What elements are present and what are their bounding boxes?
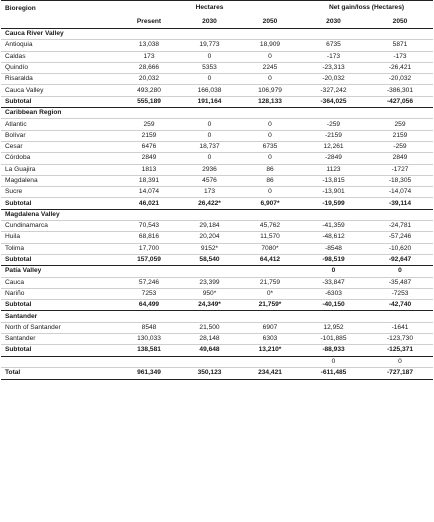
net-2030-cell bbox=[300, 108, 367, 119]
table-row bbox=[1, 232, 433, 243]
net-2030-cell: 6735 bbox=[300, 40, 367, 51]
hectares-2030-cell: 23,399 bbox=[179, 277, 240, 288]
net-2050-cell: 2159 bbox=[367, 130, 433, 141]
subtotal-row bbox=[1, 345, 433, 356]
net-gain-loss-header: Net gain/loss (Hectares) bbox=[300, 1, 433, 16]
hectares-2050-cell: 18,909 bbox=[240, 40, 300, 51]
net-2050-cell: -7253 bbox=[367, 288, 433, 299]
hectares-2030-cell: 5353 bbox=[179, 62, 240, 73]
net-2030-cell: -327,242 bbox=[300, 85, 367, 96]
net-2050-cell: 0 bbox=[367, 356, 433, 367]
hectares-2030-cell: 28,148 bbox=[179, 334, 240, 345]
present-cell bbox=[119, 209, 179, 220]
net-2030-cell: -6303 bbox=[300, 288, 367, 299]
net-2030-cell: -13,815 bbox=[300, 175, 367, 186]
net-2050-cell: 5871 bbox=[367, 40, 433, 51]
row-label: Quindío bbox=[1, 62, 119, 73]
hectares-2030-cell bbox=[179, 356, 240, 367]
hectares-2050-cell: 0 bbox=[240, 187, 300, 198]
table-row bbox=[1, 62, 433, 73]
net-2050-cell: -39,114 bbox=[367, 198, 433, 209]
net-2050-cell: -20,032 bbox=[367, 74, 433, 85]
table-row bbox=[1, 40, 433, 51]
row-label: Córdoba bbox=[1, 153, 119, 164]
present-cell bbox=[119, 29, 179, 40]
row-label: Risaralda bbox=[1, 74, 119, 85]
hectares-2050-cell: 234,421 bbox=[240, 367, 300, 379]
net-2030-cell bbox=[300, 311, 367, 322]
table-row bbox=[1, 74, 433, 85]
hectares-2030-cell bbox=[179, 29, 240, 40]
present-cell: 64,499 bbox=[119, 300, 179, 311]
net-2050-cell: -173 bbox=[367, 51, 433, 62]
net-2030-cell: 0 bbox=[300, 266, 367, 277]
net-2030-cell: -23,313 bbox=[300, 62, 367, 73]
hectares-2030-cell: 9152* bbox=[179, 243, 240, 254]
hectares-2030-cell: 26,422* bbox=[179, 198, 240, 209]
hectares-2050-cell: 21,759 bbox=[240, 277, 300, 288]
table-row bbox=[1, 85, 433, 96]
hectares-2050-cell bbox=[240, 29, 300, 40]
hectares-2030-cell bbox=[179, 311, 240, 322]
hectares-2050-cell: 0 bbox=[240, 153, 300, 164]
table-row bbox=[1, 187, 433, 198]
row-label: Total bbox=[1, 367, 119, 379]
hectares-2050-cell: 6303 bbox=[240, 334, 300, 345]
present-cell: 173 bbox=[119, 51, 179, 62]
region-heading-row bbox=[1, 311, 433, 322]
net-2050-cell bbox=[367, 209, 433, 220]
net-2050-cell: 2849 bbox=[367, 153, 433, 164]
hectares-2050-cell: 6735 bbox=[240, 141, 300, 152]
row-label: Subtotal bbox=[1, 300, 119, 311]
hectares-2030-cell bbox=[179, 108, 240, 119]
blank-row bbox=[1, 356, 433, 367]
hectares-2030-cell: 0 bbox=[179, 153, 240, 164]
present-cell bbox=[119, 356, 179, 367]
net-2030-cell: -41,359 bbox=[300, 221, 367, 232]
hectares-2050-header: 2050 bbox=[240, 15, 300, 29]
present-cell: 138,581 bbox=[119, 345, 179, 356]
net-2030-cell: -173 bbox=[300, 51, 367, 62]
hectares-2050-cell bbox=[240, 311, 300, 322]
net-2050-cell: -1641 bbox=[367, 322, 433, 333]
table-row bbox=[1, 153, 433, 164]
net-2030-cell: 12,952 bbox=[300, 322, 367, 333]
present-cell: 555,189 bbox=[119, 96, 179, 107]
net-2050-cell: -42,740 bbox=[367, 300, 433, 311]
net-2030-cell: -13,901 bbox=[300, 187, 367, 198]
hectares-2030-cell: 0 bbox=[179, 130, 240, 141]
row-label: Subtotal bbox=[1, 254, 119, 265]
present-cell: 28,666 bbox=[119, 62, 179, 73]
net-2030-cell: -88,933 bbox=[300, 345, 367, 356]
hectares-2030-cell: 49,648 bbox=[179, 345, 240, 356]
table-row bbox=[1, 334, 433, 345]
present-cell: 6476 bbox=[119, 141, 179, 152]
region-heading-row bbox=[1, 209, 433, 220]
hectares-2050-cell: 0 bbox=[240, 130, 300, 141]
present-cell: 7253 bbox=[119, 288, 179, 299]
row-label: Tolima bbox=[1, 243, 119, 254]
net-2050-cell: -125,371 bbox=[367, 345, 433, 356]
table-row bbox=[1, 164, 433, 175]
hectares-2050-cell: 7080* bbox=[240, 243, 300, 254]
hectares-2050-cell: 86 bbox=[240, 164, 300, 175]
present-cell: 18,391 bbox=[119, 175, 179, 186]
row-label: Antioquia bbox=[1, 40, 119, 51]
present-cell: 13,038 bbox=[119, 40, 179, 51]
row-label: La Guajira bbox=[1, 164, 119, 175]
table-row bbox=[1, 243, 433, 254]
net-2030-header: 2030 bbox=[300, 15, 367, 29]
table-row bbox=[1, 322, 433, 333]
net-2030-cell: -40,150 bbox=[300, 300, 367, 311]
table-row bbox=[1, 288, 433, 299]
hectares-2030-cell: 166,038 bbox=[179, 85, 240, 96]
region-heading-row bbox=[1, 29, 433, 40]
net-2050-cell: -92,647 bbox=[367, 254, 433, 265]
net-2030-cell: -33,847 bbox=[300, 277, 367, 288]
present-cell: 2849 bbox=[119, 153, 179, 164]
hectares-2030-cell: 4576 bbox=[179, 175, 240, 186]
net-2030-cell: -364,025 bbox=[300, 96, 367, 107]
subtotal-row bbox=[1, 300, 433, 311]
row-label: Cauca bbox=[1, 277, 119, 288]
row-label: Caldas bbox=[1, 51, 119, 62]
table-row bbox=[1, 221, 433, 232]
hectares-2050-cell: 106,979 bbox=[240, 85, 300, 96]
net-2050-cell: -123,730 bbox=[367, 334, 433, 345]
net-2030-cell: -48,612 bbox=[300, 232, 367, 243]
region-heading-row bbox=[1, 108, 433, 119]
net-2030-cell: -611,485 bbox=[300, 367, 367, 379]
region-name: Santander bbox=[1, 311, 119, 322]
present-cell bbox=[119, 266, 179, 277]
hectares-2030-cell: 0 bbox=[179, 74, 240, 85]
hectares-2050-cell: 2245 bbox=[240, 62, 300, 73]
net-2050-cell: -1727 bbox=[367, 164, 433, 175]
hectares-2030-cell bbox=[179, 209, 240, 220]
net-2030-cell: -2849 bbox=[300, 153, 367, 164]
present-cell: 493,280 bbox=[119, 85, 179, 96]
net-2050-cell bbox=[367, 108, 433, 119]
net-2030-cell bbox=[300, 29, 367, 40]
hectares-2050-cell: 6,907* bbox=[240, 198, 300, 209]
region-heading-row bbox=[1, 266, 433, 277]
table-row bbox=[1, 277, 433, 288]
row-label: Huila bbox=[1, 232, 119, 243]
hectares-2030-header: 2030 bbox=[179, 15, 240, 29]
hectares-2030-cell: 24,349* bbox=[179, 300, 240, 311]
total-row bbox=[1, 367, 433, 379]
net-2050-cell: -24,781 bbox=[367, 221, 433, 232]
hectares-2030-cell: 2936 bbox=[179, 164, 240, 175]
row-label: North of Santander bbox=[1, 322, 119, 333]
present-cell bbox=[119, 311, 179, 322]
net-2050-cell: -14,074 bbox=[367, 187, 433, 198]
hectares-2030-cell: 950* bbox=[179, 288, 240, 299]
row-label: Bolívar bbox=[1, 130, 119, 141]
hectares-2050-cell: 0 bbox=[240, 119, 300, 130]
present-cell: 70,543 bbox=[119, 221, 179, 232]
hectares-2030-cell: 20,204 bbox=[179, 232, 240, 243]
present-cell: 961,349 bbox=[119, 367, 179, 379]
region-name: Cauca River Valley bbox=[1, 29, 119, 40]
table-body bbox=[1, 29, 433, 380]
hectares-2050-cell: 21,759* bbox=[240, 300, 300, 311]
net-2050-cell: -386,301 bbox=[367, 85, 433, 96]
present-cell: 14,074 bbox=[119, 187, 179, 198]
bioregion-hectares-table bbox=[1, 0, 433, 380]
present-cell: 57,246 bbox=[119, 277, 179, 288]
header-row-top bbox=[1, 1, 433, 16]
net-2050-cell: -18,305 bbox=[367, 175, 433, 186]
table-row bbox=[1, 51, 433, 62]
hectares-header: Hectares bbox=[119, 1, 300, 16]
hectares-2050-cell bbox=[240, 356, 300, 367]
subtotal-row bbox=[1, 198, 433, 209]
net-2030-cell: 1123 bbox=[300, 164, 367, 175]
region-name: Magdalena Valley bbox=[1, 209, 119, 220]
hectares-2030-cell bbox=[179, 266, 240, 277]
hectares-2050-cell bbox=[240, 209, 300, 220]
present-cell: 46,021 bbox=[119, 198, 179, 209]
net-2050-cell: -727,187 bbox=[367, 367, 433, 379]
table-row bbox=[1, 119, 433, 130]
row-label: Santander bbox=[1, 334, 119, 345]
net-2030-cell: -20,032 bbox=[300, 74, 367, 85]
hectares-2050-cell: 11,570 bbox=[240, 232, 300, 243]
row-label: Atlantic bbox=[1, 119, 119, 130]
net-2050-cell: -57,246 bbox=[367, 232, 433, 243]
present-cell: 157,059 bbox=[119, 254, 179, 265]
hectares-2030-cell: 21,500 bbox=[179, 322, 240, 333]
hectares-2030-cell: 29,184 bbox=[179, 221, 240, 232]
hectares-2050-cell: 45,762 bbox=[240, 221, 300, 232]
table-row bbox=[1, 175, 433, 186]
present-cell: 2159 bbox=[119, 130, 179, 141]
present-cell: 130,033 bbox=[119, 334, 179, 345]
hectares-2050-cell: 86 bbox=[240, 175, 300, 186]
hectares-2050-cell bbox=[240, 108, 300, 119]
row-label: Cesar bbox=[1, 141, 119, 152]
hectares-2030-cell: 0 bbox=[179, 119, 240, 130]
net-2050-cell: -10,620 bbox=[367, 243, 433, 254]
row-label: Sucre bbox=[1, 187, 119, 198]
net-2030-cell: 0 bbox=[300, 356, 367, 367]
hectares-2050-cell: 0 bbox=[240, 51, 300, 62]
present-cell bbox=[119, 108, 179, 119]
table-row bbox=[1, 130, 433, 141]
net-2030-cell: -19,599 bbox=[300, 198, 367, 209]
present-cell: 259 bbox=[119, 119, 179, 130]
hectares-2050-cell: 64,412 bbox=[240, 254, 300, 265]
table-row bbox=[1, 141, 433, 152]
net-2030-cell: -259 bbox=[300, 119, 367, 130]
hectares-2050-cell: 0* bbox=[240, 288, 300, 299]
hectares-2030-cell: 0 bbox=[179, 51, 240, 62]
net-2030-cell: -8548 bbox=[300, 243, 367, 254]
hectares-2050-cell: 128,133 bbox=[240, 96, 300, 107]
subtotal-row bbox=[1, 254, 433, 265]
net-2050-header: 2050 bbox=[367, 15, 433, 29]
net-2030-cell: -98,519 bbox=[300, 254, 367, 265]
net-2050-cell bbox=[367, 311, 433, 322]
hectares-2050-cell: 6907 bbox=[240, 322, 300, 333]
hectares-2030-cell: 58,540 bbox=[179, 254, 240, 265]
hectares-2050-cell: 0 bbox=[240, 74, 300, 85]
row-label: Subtotal bbox=[1, 96, 119, 107]
present-cell: 20,032 bbox=[119, 74, 179, 85]
present-cell: 17,700 bbox=[119, 243, 179, 254]
row-label: Magdalena bbox=[1, 175, 119, 186]
region-name: Patía Valley bbox=[1, 266, 119, 277]
hectares-2030-cell: 18,737 bbox=[179, 141, 240, 152]
row-label: Subtotal bbox=[1, 345, 119, 356]
subtotal-row bbox=[1, 96, 433, 107]
hectares-2050-cell: 13,210* bbox=[240, 345, 300, 356]
net-2030-cell: -2159 bbox=[300, 130, 367, 141]
net-2050-cell: -35,487 bbox=[367, 277, 433, 288]
row-label: Cundinamarca bbox=[1, 221, 119, 232]
row-label: Subtotal bbox=[1, 198, 119, 209]
present-cell: 68,816 bbox=[119, 232, 179, 243]
net-2050-cell: -259 bbox=[367, 141, 433, 152]
net-2050-cell: -427,056 bbox=[367, 96, 433, 107]
hectares-2050-cell bbox=[240, 266, 300, 277]
row-label: Cauca Valley bbox=[1, 85, 119, 96]
present-header: Present bbox=[119, 15, 179, 29]
hectares-2030-cell: 191,164 bbox=[179, 96, 240, 107]
net-2030-cell: -101,885 bbox=[300, 334, 367, 345]
present-cell: 1813 bbox=[119, 164, 179, 175]
net-2050-cell: -26,421 bbox=[367, 62, 433, 73]
hectares-2030-cell: 19,773 bbox=[179, 40, 240, 51]
hectares-2030-cell: 173 bbox=[179, 187, 240, 198]
net-2050-cell: 0 bbox=[367, 266, 433, 277]
net-2030-cell: 12,261 bbox=[300, 141, 367, 152]
region-name: Caribbean Region bbox=[1, 108, 119, 119]
net-2030-cell bbox=[300, 209, 367, 220]
present-cell: 8548 bbox=[119, 322, 179, 333]
hectares-2030-cell: 350,123 bbox=[179, 367, 240, 379]
row-label: Nariño bbox=[1, 288, 119, 299]
net-2050-cell: 259 bbox=[367, 119, 433, 130]
net-2050-cell bbox=[367, 29, 433, 40]
row-label bbox=[1, 356, 119, 367]
bioregion-header: Bioregion bbox=[1, 1, 119, 29]
